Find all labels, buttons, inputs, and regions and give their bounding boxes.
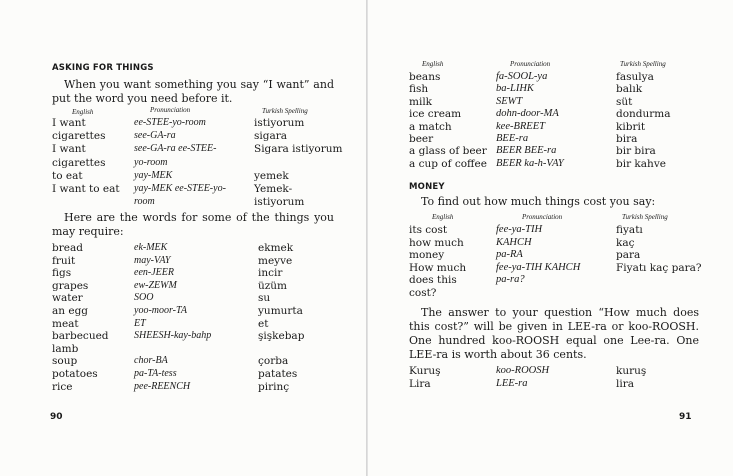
table-row bbox=[0, 170, 366, 182]
english-cell: does this bbox=[409, 274, 457, 287]
answer-paragraph bbox=[409, 306, 699, 362]
table-row bbox=[0, 355, 366, 367]
english-cell: ice cream bbox=[409, 108, 462, 121]
turkish-cell: incir bbox=[258, 267, 283, 280]
english-cell: How much bbox=[409, 261, 467, 274]
table-row bbox=[0, 267, 366, 279]
col-header-turkish: Turkish Spelling bbox=[262, 107, 308, 115]
pronunciation-cell: fee-ya-TIH bbox=[496, 224, 543, 235]
turkish-cell: çorba bbox=[258, 355, 289, 368]
english-cell: beans bbox=[409, 71, 441, 83]
table-row bbox=[368, 287, 733, 299]
pronunciation-cell: yay-MEK bbox=[134, 169, 173, 181]
english-cell: cigarettes bbox=[52, 156, 106, 169]
turkish-cell: bir bira bbox=[616, 145, 656, 158]
table-row bbox=[368, 83, 733, 95]
english-cell: its cost bbox=[409, 224, 448, 236]
pronunciation-cell: SHEESH-kay-bahp bbox=[134, 330, 212, 342]
section-heading-asking: ASKING FOR THINGS bbox=[52, 63, 154, 73]
pronunciation-cell: kee-BREET bbox=[496, 120, 545, 132]
pronunciation-cell: BEER BEE-ra bbox=[496, 145, 557, 157]
english-cell: I want bbox=[52, 143, 86, 156]
table-row bbox=[0, 280, 366, 292]
english-cell: a glass of beer bbox=[409, 145, 487, 158]
english-cell: I want to eat bbox=[52, 183, 120, 195]
table-row bbox=[0, 117, 366, 129]
table-row bbox=[368, 224, 733, 236]
col-header-pronunciation: Pronunciation bbox=[150, 106, 191, 114]
col-header-pronunciation: Pronunciation bbox=[510, 60, 551, 68]
pronunciation-cell: see-GA-ra bbox=[134, 130, 176, 142]
table-row bbox=[0, 143, 366, 155]
english-cell: money bbox=[409, 249, 445, 262]
english-cell: bread bbox=[52, 242, 83, 254]
turkish-cell: balık bbox=[616, 83, 643, 96]
english-cell: grapes bbox=[52, 279, 89, 292]
english-cell: I want bbox=[52, 117, 86, 129]
pronunciation-cell: een-JEER bbox=[134, 267, 174, 279]
table-row bbox=[368, 121, 733, 133]
page-number: 91 bbox=[679, 412, 692, 422]
turkish-cell: Yemek- bbox=[254, 183, 293, 195]
table-row bbox=[368, 133, 733, 145]
english-cell: potatoes bbox=[52, 368, 98, 380]
turkish-cell: kibrit bbox=[616, 120, 646, 133]
english-cell: fruit bbox=[52, 254, 76, 267]
turkish-cell: et bbox=[258, 317, 269, 330]
turkish-cell: pirinç bbox=[258, 380, 290, 393]
table-row bbox=[368, 378, 733, 390]
table-row bbox=[368, 365, 733, 377]
pronunciation-cell: ew-ZEWM bbox=[134, 279, 177, 291]
intro-text: When you want something you say “I want” and put the word you need before it. bbox=[52, 78, 334, 105]
english-cell: a cup of coffee bbox=[409, 157, 487, 170]
pronunciation-cell: pa-ra? bbox=[496, 274, 525, 286]
table-row bbox=[368, 237, 733, 249]
pronunciation-cell: pa-RA bbox=[496, 249, 523, 261]
table-row bbox=[0, 196, 366, 208]
turkish-cell: Sigara istiyorum bbox=[254, 143, 343, 156]
pronunciation-cell: ET bbox=[134, 317, 146, 329]
table-row bbox=[368, 262, 733, 274]
table-row bbox=[0, 292, 366, 304]
turkish-cell: lira bbox=[616, 377, 634, 390]
col-header-english: English bbox=[432, 213, 454, 221]
turkish-cell: kaç bbox=[616, 236, 635, 249]
turkish-cell: bira bbox=[616, 133, 638, 145]
turkish-cell: fiyatı bbox=[616, 224, 643, 236]
col-header-pronunciation: Pronunciation bbox=[522, 213, 563, 221]
english-cell: cigarettes bbox=[52, 130, 106, 143]
pronunciation-cell: room bbox=[134, 196, 155, 208]
english-cell: how much bbox=[409, 236, 464, 249]
turkish-cell: Fiyatı kaç para? bbox=[616, 261, 702, 274]
turkish-cell: ekmek bbox=[258, 242, 294, 254]
col-header-turkish: Turkish Spelling bbox=[622, 213, 668, 221]
col-header-turkish: Turkish Spelling bbox=[620, 60, 666, 68]
turkish-cell: sigara bbox=[254, 130, 288, 143]
english-cell: barbecued bbox=[52, 330, 109, 343]
pronunciation-cell: dohn-door-MA bbox=[496, 108, 559, 120]
english-cell: an egg bbox=[52, 305, 89, 317]
pronunciation-cell: ee-STEE-yo-room bbox=[134, 117, 206, 128]
turkish-cell: patates bbox=[258, 368, 298, 380]
pronunciation-cell: yay-MEK ee-STEE-yo- bbox=[134, 183, 226, 194]
english-cell: rice bbox=[52, 380, 73, 393]
table-row bbox=[368, 108, 733, 120]
turkish-cell: süt bbox=[616, 95, 633, 108]
pronunciation-cell: LEE-ra bbox=[496, 377, 528, 389]
turkish-cell: bir kahve bbox=[616, 157, 666, 170]
table-row bbox=[0, 368, 366, 380]
pronunciation-cell: fee-ya-TIH KAHCH bbox=[496, 261, 581, 273]
table-row bbox=[368, 249, 733, 261]
turkish-cell: meyve bbox=[258, 254, 293, 267]
right-page bbox=[368, 0, 733, 476]
turkish-cell: su bbox=[258, 292, 271, 305]
col-header-english: English bbox=[422, 60, 444, 68]
pronunciation-cell: pa-TA-tess bbox=[134, 368, 177, 379]
english-cell: meat bbox=[52, 317, 79, 330]
english-cell: Lira bbox=[409, 377, 431, 390]
turkish-cell: kuruş bbox=[616, 365, 647, 377]
english-cell: fish bbox=[409, 83, 429, 96]
table-row bbox=[368, 158, 733, 170]
pronunciation-cell: koo-ROOSH bbox=[496, 365, 550, 376]
money-intro-paragraph bbox=[409, 195, 699, 209]
table-row bbox=[0, 343, 366, 355]
page-number: 90 bbox=[50, 412, 63, 422]
english-cell: soup bbox=[52, 355, 78, 368]
pronunciation-cell: yo-room bbox=[134, 156, 168, 168]
pronunciation-cell: SEWT bbox=[496, 95, 523, 107]
turkish-cell: para bbox=[616, 249, 641, 262]
turkish-cell: istiyorum bbox=[254, 117, 305, 129]
turkish-cell: üzüm bbox=[258, 279, 288, 292]
english-cell: lamb bbox=[52, 342, 79, 355]
english-cell: cost? bbox=[409, 287, 437, 299]
english-cell: water bbox=[52, 292, 83, 305]
english-cell: figs bbox=[52, 267, 72, 280]
words-intro-text: Here are the words for some of the things you may require: bbox=[52, 211, 334, 238]
turkish-cell: fasulya bbox=[616, 71, 654, 83]
table-row bbox=[368, 71, 733, 83]
table-row bbox=[0, 255, 366, 267]
pronunciation-cell: BEER ka-h-VAY bbox=[496, 157, 564, 169]
turkish-cell: yumurta bbox=[258, 305, 303, 317]
table-row bbox=[0, 242, 366, 254]
table-row bbox=[0, 130, 366, 142]
table-row bbox=[0, 305, 366, 317]
table-row bbox=[0, 330, 366, 342]
english-cell: a match bbox=[409, 120, 452, 133]
table-row bbox=[368, 145, 733, 157]
turkish-cell: yemek bbox=[254, 169, 289, 182]
intro-paragraph bbox=[52, 78, 334, 106]
section-heading-money: MONEY bbox=[409, 182, 445, 192]
turkish-cell: dondurma bbox=[616, 108, 671, 121]
table-row bbox=[0, 157, 366, 169]
pronunciation-cell: may-VAY bbox=[134, 254, 171, 266]
words-paragraph bbox=[52, 211, 334, 239]
pronunciation-cell: fa-SOOL-ya bbox=[496, 71, 548, 82]
table-row bbox=[368, 274, 733, 286]
turkish-cell: şişkebap bbox=[258, 330, 305, 343]
pronunciation-cell: KAHCH bbox=[496, 236, 532, 248]
pronunciation-cell: BEE-ra bbox=[496, 133, 529, 144]
table-row bbox=[0, 318, 366, 330]
pronunciation-cell: yoo-moor-TA bbox=[134, 305, 187, 316]
pronunciation-cell: ek-MEK bbox=[134, 242, 168, 253]
left-page bbox=[0, 0, 366, 476]
english-cell: beer bbox=[409, 133, 434, 145]
money-intro-text: To find out how much things cost you say: bbox=[421, 195, 656, 208]
pronunciation-cell: SOO bbox=[134, 292, 154, 304]
table-row bbox=[0, 381, 366, 393]
english-cell: Kuruş bbox=[409, 365, 441, 377]
english-cell: milk bbox=[409, 95, 433, 108]
turkish-cell: istiyorum bbox=[254, 196, 305, 209]
answer-text: The answer to your question “How much does this cost?” will be given in LEE-ra or koo-ROOSH. One hundred koo-ROOSH equal one Lee-ra. One LEE-ra is worth about 36 cents. bbox=[409, 306, 699, 361]
table-row bbox=[368, 96, 733, 108]
table-row bbox=[0, 183, 366, 195]
pronunciation-cell: see-GA-ra ee-STEE- bbox=[134, 143, 217, 155]
pronunciation-cell: pee-REENCH bbox=[134, 380, 191, 392]
pronunciation-cell: chor-BA bbox=[134, 355, 168, 367]
pronunciation-cell: ba-LIHK bbox=[496, 83, 534, 95]
col-header-english: English bbox=[72, 108, 94, 116]
english-cell: to eat bbox=[52, 169, 83, 182]
